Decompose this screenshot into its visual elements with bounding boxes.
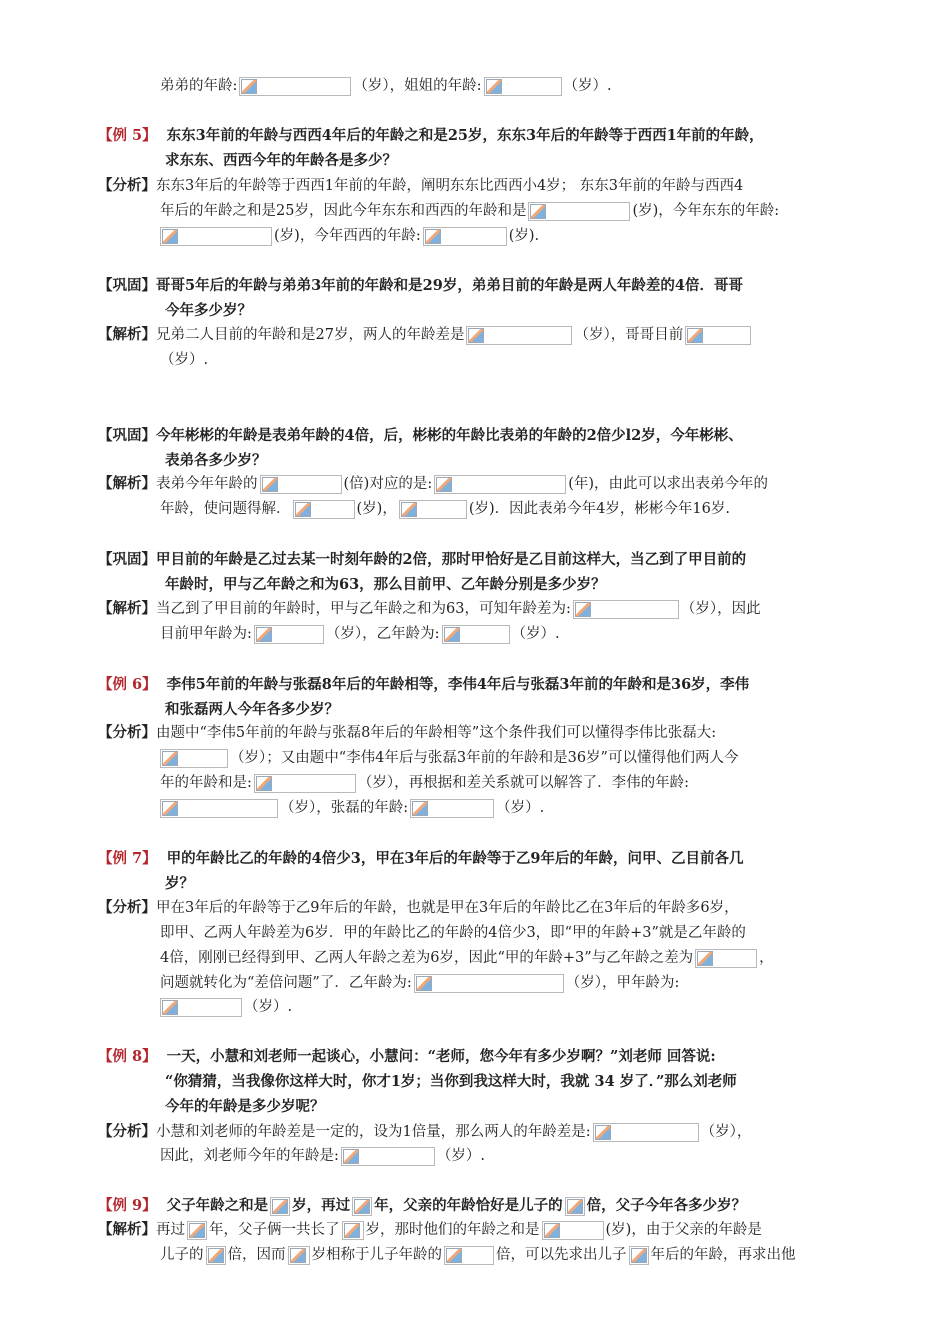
broken-image-icon bbox=[162, 1000, 178, 1015]
broken-image-icon bbox=[697, 951, 713, 966]
broken-image-icon bbox=[241, 79, 257, 94]
example-7-question-line-1 bbox=[98, 847, 744, 871]
broken-image-icon bbox=[290, 1248, 306, 1263]
top-line bbox=[160, 74, 612, 98]
broken-image-icon bbox=[208, 1248, 224, 1263]
text: 由题中“李伟5年前的年龄与张磊8年后的年龄相等”这个条件我们可以懂得李伟比张磊大: bbox=[156, 725, 717, 741]
text: 年的年龄和是: bbox=[160, 775, 252, 791]
text: (岁)，今年东东的年龄: bbox=[632, 203, 780, 219]
text: 年龄时，甲与乙年龄之和为63，那么目前甲、乙年龄分别是多少岁？ bbox=[165, 576, 606, 593]
formula-image bbox=[629, 1246, 649, 1265]
broken-image-icon bbox=[595, 1125, 611, 1140]
text: 甲的年龄比乙的年龄的4倍少3，甲在3年后的年龄等于乙9年后的年龄，问甲、乙目前各几 bbox=[166, 850, 744, 867]
text: 东东3年后的年龄等于西西1年前的年龄，阐明东东比西西小4岁； 东东3年前的年龄与西西4 bbox=[156, 178, 744, 194]
example-7-analysis-line-1 bbox=[98, 896, 739, 920]
text: 甲在3年后的年龄等于乙9年后的年龄，也就是甲在3年后的年龄比乙在3年后的年龄多6岁， bbox=[156, 900, 739, 916]
text: （岁）， bbox=[700, 1124, 752, 1140]
broken-image-icon bbox=[272, 1199, 288, 1214]
example-6-analysis-line-4 bbox=[158, 796, 544, 820]
example-7-analysis-line-2 bbox=[160, 921, 746, 945]
text: 岁？ bbox=[165, 875, 194, 892]
broken-image-icon bbox=[687, 328, 703, 343]
text: 儿子的 bbox=[160, 1247, 204, 1263]
text: 倍，可以先求出儿子 bbox=[496, 1247, 627, 1263]
formula-image bbox=[695, 949, 757, 968]
text: (岁)．因此表弟今年4岁，彬彬今年16岁. bbox=[468, 501, 730, 517]
formula-image bbox=[293, 500, 355, 519]
consolidation-3-question-line-1 bbox=[98, 548, 746, 572]
formula-image bbox=[260, 475, 342, 494]
text: （岁）. bbox=[496, 800, 545, 816]
text: （岁）. bbox=[160, 352, 209, 368]
text: 今年彬彬的年龄是表弟年龄的4倍，后，彬彬的年龄比表弟的年龄的2倍少l2岁，今年彬彬、 bbox=[156, 427, 743, 444]
example-tag: 【例 8】 bbox=[98, 1048, 157, 1065]
text: 兄弟二人目前的年龄和是27岁，两人的年龄差是 bbox=[156, 327, 465, 343]
example-7-analysis-line-5 bbox=[158, 995, 292, 1019]
broken-image-icon bbox=[256, 776, 272, 791]
example-9-analysis-line-1 bbox=[98, 1218, 762, 1242]
text: 一天，小慧和刘老师一起谈心，小慧问：“老师，您今年有多少岁啊？”刘老师 回答说: bbox=[166, 1048, 716, 1065]
analysis-tag: 【分析】 bbox=[98, 899, 156, 916]
formula-image bbox=[593, 1123, 699, 1142]
text: 年，父子俩一共长了 bbox=[209, 1222, 340, 1238]
example-8-analysis-line-1 bbox=[98, 1120, 751, 1144]
text: 再过 bbox=[156, 1222, 185, 1238]
formula-image bbox=[341, 1147, 435, 1166]
text: 东东3年前的年龄与西西4年后的年龄之和是25岁，东东3年后的年龄等于西西1年前的年龄， bbox=[166, 127, 764, 144]
text: 年龄，使问题得解． bbox=[160, 501, 291, 517]
text: （岁）. bbox=[436, 1148, 485, 1164]
text: 因此，刘老师今年的年龄是: bbox=[160, 1148, 339, 1164]
example-tag: 【例 9】 bbox=[98, 1197, 157, 1214]
consolidation-1-answer-line-1 bbox=[98, 323, 753, 347]
example-tag: 【例 5】 bbox=[98, 127, 157, 144]
text: 哥哥5年后的年龄与弟弟3年前的年龄和是29岁，弟弟目前的年龄是两人年龄差的4倍．哥哥 bbox=[156, 277, 743, 294]
formula-image bbox=[399, 500, 467, 519]
analysis-tag: 【分析】 bbox=[98, 177, 156, 194]
formula-image bbox=[444, 1246, 494, 1265]
text: 表弟今年年龄的 bbox=[156, 476, 258, 492]
text: (岁). bbox=[508, 228, 540, 244]
example-6-question-line-2 bbox=[165, 698, 339, 722]
consolidation-3-answer-line-1 bbox=[98, 597, 761, 621]
broken-image-icon bbox=[262, 477, 278, 492]
formula-image bbox=[484, 77, 562, 96]
consolidation-1-question-line-1 bbox=[98, 274, 743, 298]
text: “你猜猜，当我像你这样大时，你才1岁；当你到我这样大时，我就 34 岁了．”那么刘老师 bbox=[165, 1073, 737, 1090]
formula-image bbox=[542, 1221, 604, 1240]
consolidation-tag: 【巩固】 bbox=[98, 427, 156, 444]
formula-image bbox=[442, 625, 510, 644]
text: (岁)，由于父亲的年龄是 bbox=[605, 1222, 762, 1238]
example-9-question-line bbox=[98, 1194, 746, 1218]
formula-image bbox=[254, 625, 324, 644]
text: 父子年龄之和是 bbox=[166, 1197, 269, 1214]
formula-image bbox=[187, 1221, 207, 1240]
broken-image-icon bbox=[162, 229, 178, 244]
example-7-analysis-line-3 bbox=[160, 946, 774, 970]
text: (岁)， bbox=[356, 501, 397, 517]
text: 求东东、西西今年的年龄各是多少？ bbox=[165, 152, 397, 169]
text: (年)，由此可以求出表弟今年的 bbox=[568, 476, 769, 492]
broken-image-icon bbox=[575, 602, 591, 617]
broken-image-icon bbox=[354, 1199, 370, 1214]
example-5-question-line-2 bbox=[165, 149, 397, 173]
formula-image bbox=[160, 749, 228, 768]
formula-image bbox=[685, 326, 751, 345]
example-8-question-line-3 bbox=[165, 1095, 325, 1119]
text: （岁），再根据和差关系就可以解答了．李伟的年龄: bbox=[357, 775, 690, 791]
text: (倍)对应的是: bbox=[343, 476, 433, 492]
broken-image-icon bbox=[567, 1199, 583, 1214]
consolidation-2-answer-line-2 bbox=[160, 497, 730, 521]
formula-image bbox=[414, 974, 564, 993]
broken-image-icon bbox=[530, 204, 546, 219]
text: （岁）. bbox=[563, 78, 612, 94]
consolidation-2-answer-line-1 bbox=[98, 472, 768, 496]
analysis-tag: 【解析】 bbox=[98, 1221, 156, 1238]
broken-image-icon bbox=[343, 1149, 359, 1164]
analysis-tag: 【分析】 bbox=[98, 724, 156, 741]
consolidation-1-question-line-2 bbox=[165, 299, 252, 323]
broken-image-icon bbox=[486, 79, 502, 94]
text: 4倍，刚刚已经得到甲、乙两人年龄之差为6岁，因此“甲的年龄+3”与乙年龄之差为 bbox=[160, 950, 694, 966]
consolidation-tag: 【巩固】 bbox=[98, 551, 156, 568]
text: 岁相称于儿子年龄的 bbox=[311, 1247, 442, 1263]
formula-image bbox=[342, 1221, 364, 1240]
formula-image bbox=[239, 77, 351, 96]
broken-image-icon bbox=[436, 477, 452, 492]
formula-image bbox=[254, 774, 356, 793]
formula-image bbox=[434, 475, 566, 494]
example-7-question-line-2 bbox=[165, 872, 194, 896]
formula-image bbox=[160, 799, 278, 818]
example-6-analysis-line-1 bbox=[98, 721, 716, 745]
analysis-tag: 【分析】 bbox=[98, 1123, 156, 1140]
formula-image bbox=[410, 799, 494, 818]
example-5-analysis-line-3 bbox=[158, 224, 539, 248]
text: 李伟5年前的年龄与张磊8年后的年龄相等，李伟4年后与张磊3年前的年龄和是36岁，李伟 bbox=[166, 676, 750, 693]
text: （岁），张磊的年龄: bbox=[280, 800, 409, 816]
text: 年后的年龄之和是25岁，因此今年东东和西西的年龄和是 bbox=[160, 203, 527, 219]
formula-image bbox=[528, 202, 630, 221]
consolidation-tag: 【巩固】 bbox=[98, 277, 156, 294]
text: 今年的年龄是多少岁呢？ bbox=[165, 1098, 325, 1115]
text: 即甲、乙两人年龄差为6岁．甲的年龄比乙的年龄的4倍少3，即“甲的年龄+3”就是乙年龄的 bbox=[160, 925, 746, 941]
formula-image bbox=[352, 1197, 372, 1216]
text: 年后的年龄，再求出他 bbox=[650, 1247, 796, 1263]
broken-image-icon bbox=[446, 1248, 462, 1263]
broken-image-icon bbox=[344, 1223, 360, 1238]
example-tag: 【例 7】 bbox=[98, 850, 157, 867]
example-9-analysis-line-2 bbox=[160, 1243, 796, 1267]
broken-image-icon bbox=[189, 1223, 205, 1238]
text: （岁）. bbox=[244, 999, 293, 1015]
answer-tag: 【解析】 bbox=[98, 475, 156, 492]
text: 岁，那时他们的年龄之和是 bbox=[365, 1222, 540, 1238]
example-7-analysis-line-4 bbox=[160, 971, 679, 995]
formula-image bbox=[288, 1246, 310, 1265]
formula-image bbox=[160, 998, 242, 1017]
example-5-analysis-line-1 bbox=[98, 174, 743, 198]
broken-image-icon bbox=[416, 976, 432, 991]
consolidation-1-answer-line-2 bbox=[160, 348, 208, 372]
broken-image-icon bbox=[401, 502, 417, 517]
consolidation-3-answer-line-2 bbox=[160, 622, 560, 646]
broken-image-icon bbox=[162, 751, 178, 766]
example-5-analysis-line-2 bbox=[160, 199, 779, 223]
example-8-analysis-line-2 bbox=[160, 1144, 485, 1168]
text: 小慧和刘老师的年龄差是一定的，设为1倍量，那么两人的年龄差是: bbox=[156, 1124, 591, 1140]
broken-image-icon bbox=[425, 229, 441, 244]
text: 和张磊两人今年各多少岁？ bbox=[165, 701, 339, 718]
text: 当乙到了甲目前的年龄时，甲与乙年龄之和为63，可知年龄差为: bbox=[156, 601, 571, 617]
broken-image-icon bbox=[544, 1223, 560, 1238]
text: 表弟各多少岁？ bbox=[165, 452, 267, 469]
broken-image-icon bbox=[256, 627, 272, 642]
text: (岁)，今年西西的年龄: bbox=[274, 228, 421, 244]
text: （岁），乙年龄为: bbox=[325, 626, 440, 642]
example-6-question-line-1 bbox=[98, 673, 749, 697]
text: 今年多少岁？ bbox=[165, 302, 252, 319]
consolidation-2-question-line-2 bbox=[165, 449, 267, 473]
text: 目前甲年龄为: bbox=[160, 626, 252, 642]
example-6-analysis-line-3 bbox=[160, 771, 689, 795]
broken-image-icon bbox=[162, 801, 178, 816]
answer-tag: 【解析】 bbox=[98, 326, 156, 343]
formula-image bbox=[466, 326, 572, 345]
formula-image bbox=[160, 227, 272, 246]
example-tag: 【例 6】 bbox=[98, 676, 157, 693]
broken-image-icon bbox=[444, 627, 460, 642]
text: 弟弟的年龄: bbox=[160, 78, 238, 94]
broken-image-icon bbox=[631, 1248, 647, 1263]
text: （岁），姐姐的年龄: bbox=[353, 78, 482, 94]
text: （岁）；又由题中“李伟4年后与张磊3年前的年龄和是36岁”可以懂得他们两人今 bbox=[230, 750, 739, 766]
text: （岁）. bbox=[511, 626, 560, 642]
text: 年，父亲的年龄恰好是儿子的 bbox=[374, 1197, 563, 1214]
text: 倍，因而 bbox=[227, 1247, 286, 1263]
broken-image-icon bbox=[468, 328, 484, 343]
example-8-question-line-2 bbox=[165, 1070, 737, 1094]
answer-tag: 【解析】 bbox=[98, 600, 156, 617]
example-6-analysis-line-2 bbox=[158, 746, 738, 770]
formula-image bbox=[573, 600, 679, 619]
formula-image bbox=[423, 227, 507, 246]
text: 问题就转化为“差倍问题”了．乙年龄为: bbox=[160, 975, 412, 991]
consolidation-2-question-line-1 bbox=[98, 424, 743, 448]
broken-image-icon bbox=[295, 502, 311, 517]
formula-image bbox=[270, 1197, 290, 1216]
text: 甲目前的年龄是乙过去某一时刻年龄的2倍，那时甲恰好是乙目前这样大，当乙到了甲目前的 bbox=[156, 551, 747, 568]
text: （岁），哥哥目前 bbox=[574, 327, 684, 343]
formula-image bbox=[206, 1246, 226, 1265]
text: （岁），甲年龄为: bbox=[565, 975, 680, 991]
text: （岁），因此 bbox=[680, 601, 761, 617]
consolidation-3-question-line-2 bbox=[165, 573, 606, 597]
text: 倍，父子今年各多少岁？ bbox=[586, 1197, 747, 1214]
example-5-question-line-1 bbox=[98, 124, 764, 148]
example-8-question-line-1 bbox=[98, 1045, 716, 1069]
broken-image-icon bbox=[412, 801, 428, 816]
formula-image bbox=[565, 1197, 585, 1216]
text: 岁，再过 bbox=[292, 1197, 351, 1214]
text: ， bbox=[759, 950, 774, 966]
